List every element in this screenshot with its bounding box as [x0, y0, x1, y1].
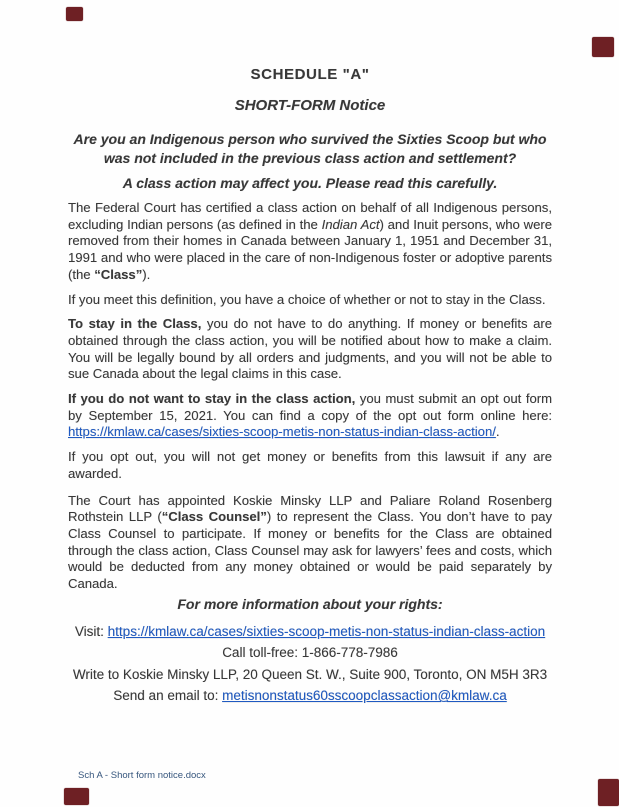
- paragraph-opt-out: [68, 391, 552, 441]
- class-action-alert-heading: A class action may affect you. Please read this carefully.: [122, 175, 498, 191]
- opt-out-form-link[interactable]: https://kmlaw.ca/cases/sixties-scoop-metis-non-status-indian-class-action/: [68, 424, 496, 440]
- visit-label: Visit:: [74, 623, 108, 639]
- paragraph-class-counsel: [68, 493, 552, 593]
- certification-text-start: The Federal Court has certified a class action on behalf of all Indigenous persons, excluding Indian persons (as defined in the: [68, 200, 552, 232]
- counsel-text-start: The Court has appointed Koskie Minsky LLP and Paliare Roland Rosenberg Rothstein LLP (: [68, 492, 552, 525]
- stay-in-class-text: you do not have to do anything. If money or benefits are obtained through the class action, you will be notified about how to make a claim. You will be legally bound by all orders and judgments, and you will not be able to sue Canada about the legal claims in this case.: [68, 316, 552, 382]
- opt-out-text: you must submit an opt out form by September 15, 2021. You can find a copy of the opt out form online here:: [68, 391, 553, 423]
- certification-text-middle: ) and Inuit persons, who were removed from their homes in Canada between January 1, 1951 and December 31, 1991 and who were placed in the care of non-Indigenous foster or adoptive parents (the: [68, 216, 552, 282]
- contact-visit-line: [68, 623, 552, 641]
- question-heading: Are you an Indigenous person who survived the Sixties Scoop but who was not included in the previous class action and settlement?: [73, 131, 547, 166]
- counsel-text-end: ) to represent the Class. You don’t have to pay Class Counsel to participate. If money or benefits for the Class are obtained through the class action, Class Counsel may ask for lawyers’ fees and costs, which would be deducted from any money obtained or would be paid separately by Canada.: [68, 509, 552, 592]
- stay-in-class-bold: To stay in the Class,: [68, 316, 202, 332]
- paragraph-court-certification: [68, 200, 552, 284]
- contact-address-line: Write to Koskie Minsky LLP, 20 Queen St. W., Suite 900, Toronto, ON M5H 3R3: [72, 666, 548, 682]
- visit-website-link[interactable]: https://kmlaw.ca/cases/sixties-scoop-metis-non-status-indian-class-action: [107, 623, 546, 639]
- class-term-bold: “Class”: [94, 266, 143, 282]
- contact-phone-line: Call toll-free: 1-866-778-7986: [222, 645, 398, 661]
- red-scan-mark-bottom-right: [598, 779, 619, 806]
- short-form-notice-subtitle: SHORT-FORM Notice: [234, 97, 386, 114]
- email-label: Send an email to:: [113, 688, 223, 704]
- paragraph-stay-in-class: [68, 316, 552, 383]
- document-content: [68, 0, 552, 709]
- paragraph-definition-choice: If you meet this definition, you have a choice of whether or not to stay in the Class.: [68, 291, 546, 307]
- red-scan-mark-top-right: [592, 37, 614, 57]
- opt-out-bold: If you do not want to stay in the class action,: [68, 391, 356, 407]
- more-information-heading: For more information about your rights:: [177, 595, 443, 612]
- schedule-title: SCHEDULE "A": [250, 66, 370, 83]
- paragraph-opt-out-result: If you opt out, you will not get money or benefits from this lawsuit if any are awarded.: [68, 449, 552, 481]
- footer-filename: Sch A - Short form notice.docx: [78, 770, 206, 781]
- email-link[interactable]: metisnonstatus60sscoopclassaction@kmlaw.ca: [222, 688, 507, 704]
- red-scan-mark-bottom-left: [64, 788, 89, 805]
- certification-text-end: ).: [142, 266, 151, 282]
- opt-out-period: .: [495, 424, 500, 440]
- class-counsel-bold: “Class Counsel”: [161, 509, 267, 525]
- indian-act-italic: Indian Act: [321, 216, 380, 232]
- contact-email-line: [68, 687, 552, 705]
